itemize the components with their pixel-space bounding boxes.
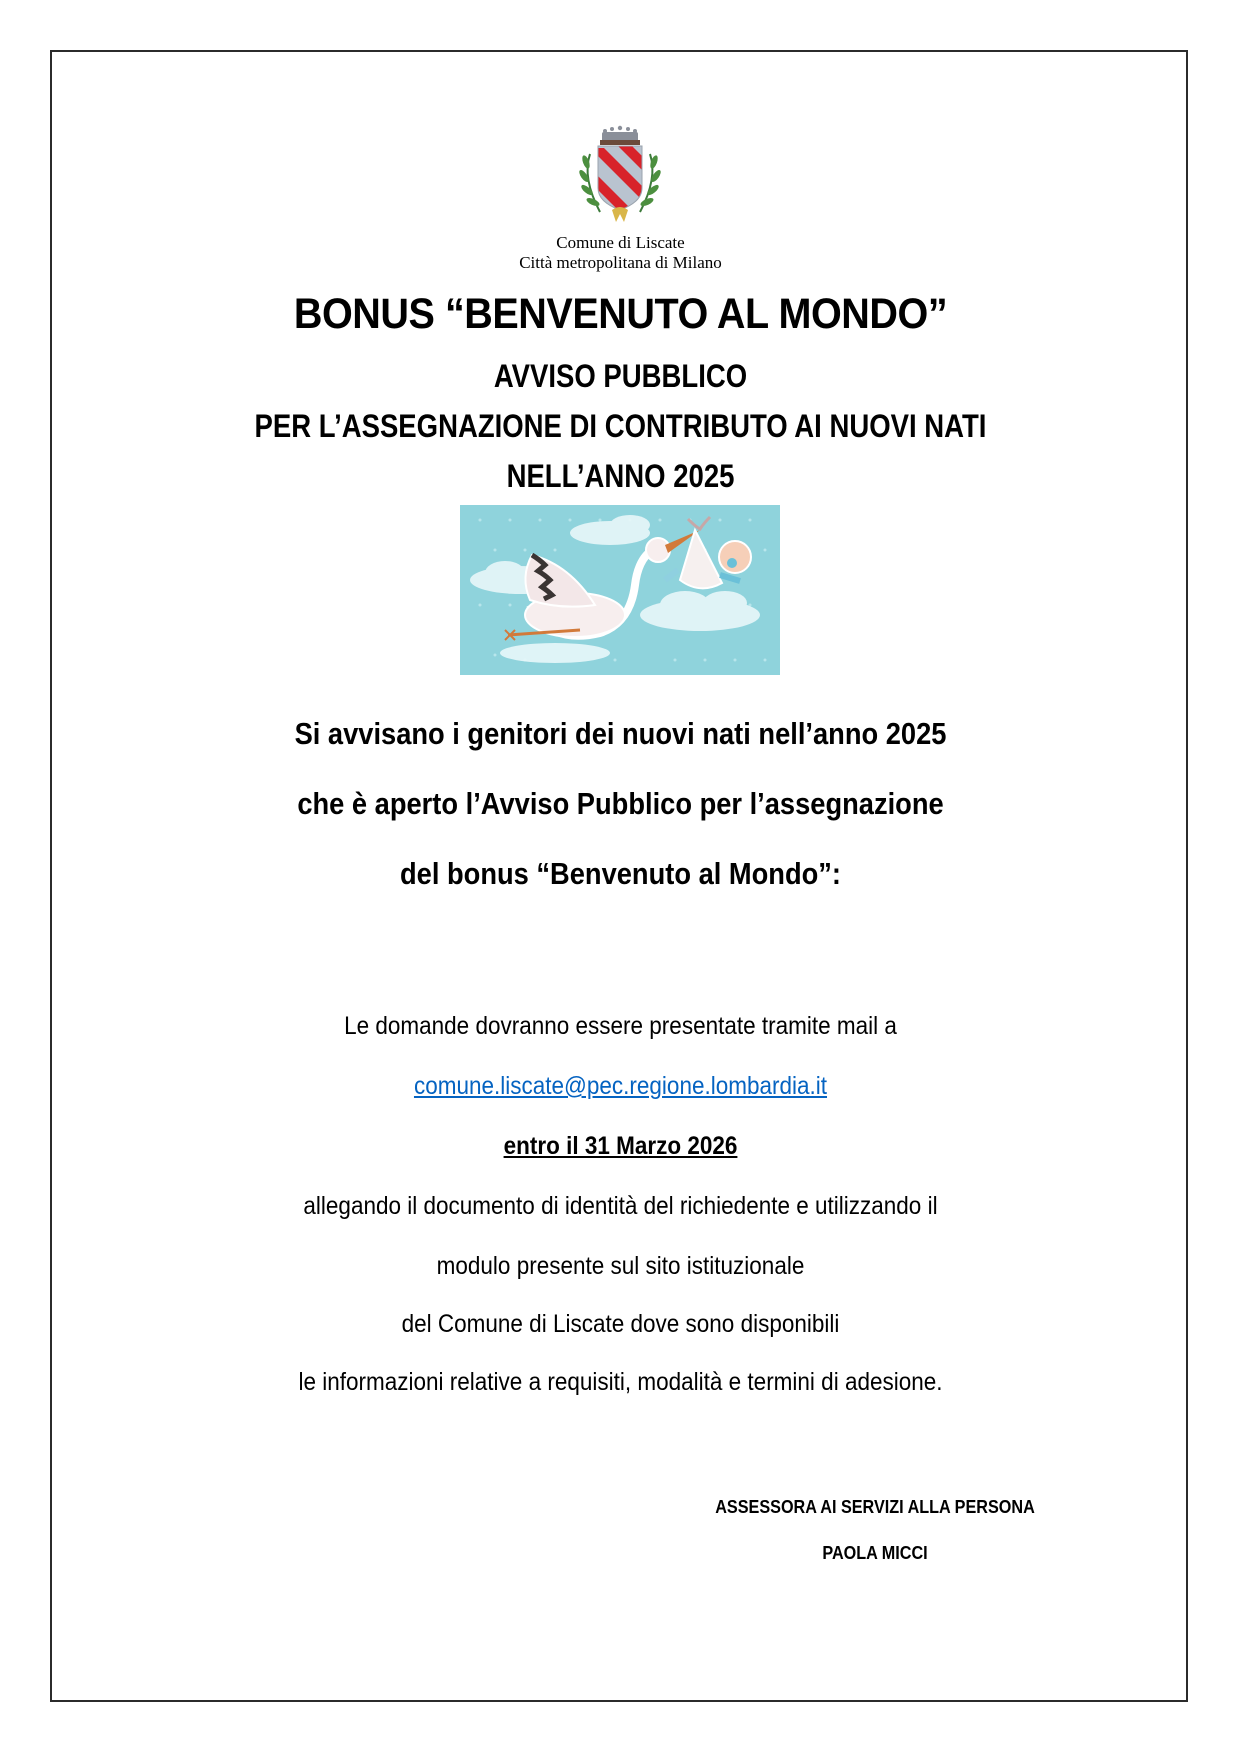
lead-line-2: che è aperto l’Avviso Pubblico per l’assegnazione (297, 786, 944, 821)
document-title: BONUS “BENVENUTO AL MONDO” (293, 290, 948, 338)
municipal-crest-icon (560, 118, 680, 228)
lead-line-1: Si avvisano i genitori dei nuovi nati nell’anno 2025 (294, 716, 947, 751)
subtitle-line-3: NELL’ANNO 2025 (506, 458, 735, 494)
body-line-5: le informazioni relative a requisiti, modalità e termini di adesione. (298, 1368, 943, 1396)
subtitle-line-1: AVVISO PUBBLICO (493, 358, 748, 394)
body-line-3: modulo presente sul sito istituzionale (436, 1252, 805, 1280)
email-link[interactable]: comune.liscate@pec.regione.lombardia.it (413, 1072, 828, 1100)
lead-line-3: del bonus “Benvenuto al Mondo”: (399, 856, 842, 891)
signature-name: PAOLA MICCI (822, 1543, 928, 1563)
stork-illustration-icon (460, 505, 780, 675)
subtitle-line-2: PER L’ASSEGNAZIONE DI CONTRIBUTO AI NUOVI NATI (254, 408, 987, 444)
deadline-text: entro il 31 Marzo 2026 (503, 1132, 738, 1160)
signature-role: ASSESSORA AI SERVIZI ALLA PERSONA (715, 1497, 1035, 1517)
body-line-2: allegando il documento di identità del richiedente e utilizzando il (303, 1192, 938, 1220)
municipality-name: Comune di Liscate (556, 233, 685, 252)
body-line-4: del Comune di Liscate dove sono disponibili (401, 1310, 840, 1338)
body-line-1: Le domande dovranno essere presentate tramite mail a (344, 1012, 897, 1040)
metro-city-name: Città metropolitana di Milano (519, 253, 722, 272)
